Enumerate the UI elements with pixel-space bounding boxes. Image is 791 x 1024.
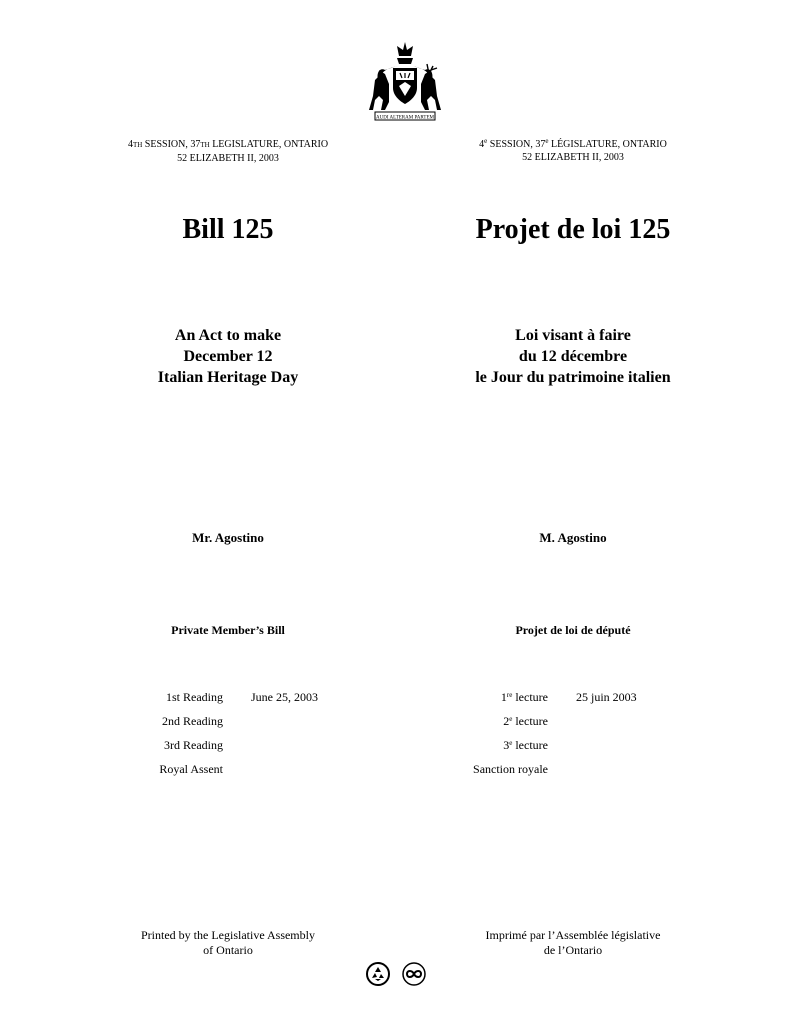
session-line2-fr: 52 ELIZABETH II, 2003 bbox=[522, 152, 624, 163]
title-line: le Jour du patrimoine italien bbox=[475, 369, 671, 386]
crest-motto: AUDI ALTERAM PARTEM bbox=[376, 115, 434, 121]
reading-row bbox=[453, 761, 693, 785]
readings-en bbox=[118, 689, 358, 785]
printer-line: Printed by the Legislative Assembly bbox=[141, 928, 315, 942]
title-line: An Act to make bbox=[174, 327, 282, 344]
bill-type-en: Private Member’s Bill bbox=[171, 623, 285, 637]
reading-date: 25 juin 2003 bbox=[576, 690, 637, 704]
readings-fr bbox=[453, 689, 693, 785]
session-line1-fr: 4e SESSION, 37e LÉGISLATURE, ONTARIO bbox=[479, 137, 667, 150]
session-header-fr bbox=[453, 138, 693, 164]
reading-label: Sanction royale bbox=[473, 762, 548, 776]
reading-row bbox=[118, 689, 358, 713]
session-line1-en: 4TH SESSION, 37TH LEGISLATURE, ONTARIO bbox=[127, 139, 329, 150]
reading-label: 2nd Reading bbox=[162, 714, 223, 728]
title-line: Italian Heritage Day bbox=[157, 369, 299, 386]
coat-of-arms bbox=[367, 40, 443, 122]
bill-title-en bbox=[118, 325, 338, 388]
recycle-icon bbox=[366, 962, 390, 986]
printer-line: Imprimé par l’Assemblée législative bbox=[485, 928, 661, 942]
reading-row bbox=[118, 713, 358, 737]
title-line: Loi visant à faire bbox=[515, 327, 631, 344]
reading-row bbox=[118, 737, 358, 761]
reading-label: 1st Reading bbox=[166, 690, 223, 704]
infinity-icon bbox=[402, 962, 426, 986]
printer-line: de l’Ontario bbox=[543, 943, 603, 957]
reading-label: 2e lecture bbox=[503, 714, 548, 728]
printer-line: of Ontario bbox=[203, 943, 253, 957]
bill-type-fr: Projet de loi de député bbox=[515, 623, 631, 637]
session-line2-en: 52 ELIZABETH II, 2003 bbox=[177, 153, 279, 164]
reading-row bbox=[453, 737, 693, 761]
reading-label: Royal Assent bbox=[159, 762, 223, 776]
title-line: December 12 bbox=[183, 348, 273, 365]
printer-credit-fr bbox=[453, 928, 693, 958]
reading-row bbox=[453, 689, 693, 713]
reading-label: 1re lecture bbox=[500, 690, 548, 704]
printer-credit-en bbox=[118, 928, 338, 958]
session-header-en bbox=[118, 138, 338, 165]
member-name-fr: M. Agostino bbox=[539, 530, 607, 545]
reading-row bbox=[453, 713, 693, 737]
reading-label: 3e lecture bbox=[503, 738, 548, 752]
title-line: du 12 décembre bbox=[518, 348, 628, 365]
reading-label: 3rd Reading bbox=[164, 738, 223, 752]
bill-number-fr: Projet de loi 125 bbox=[475, 214, 671, 245]
member-name-en: Mr. Agostino bbox=[192, 530, 264, 545]
bill-title-fr bbox=[453, 325, 693, 388]
reading-row bbox=[118, 761, 358, 785]
bill-number-en: Bill 125 bbox=[182, 214, 274, 245]
reading-date: June 25, 2003 bbox=[251, 690, 318, 704]
